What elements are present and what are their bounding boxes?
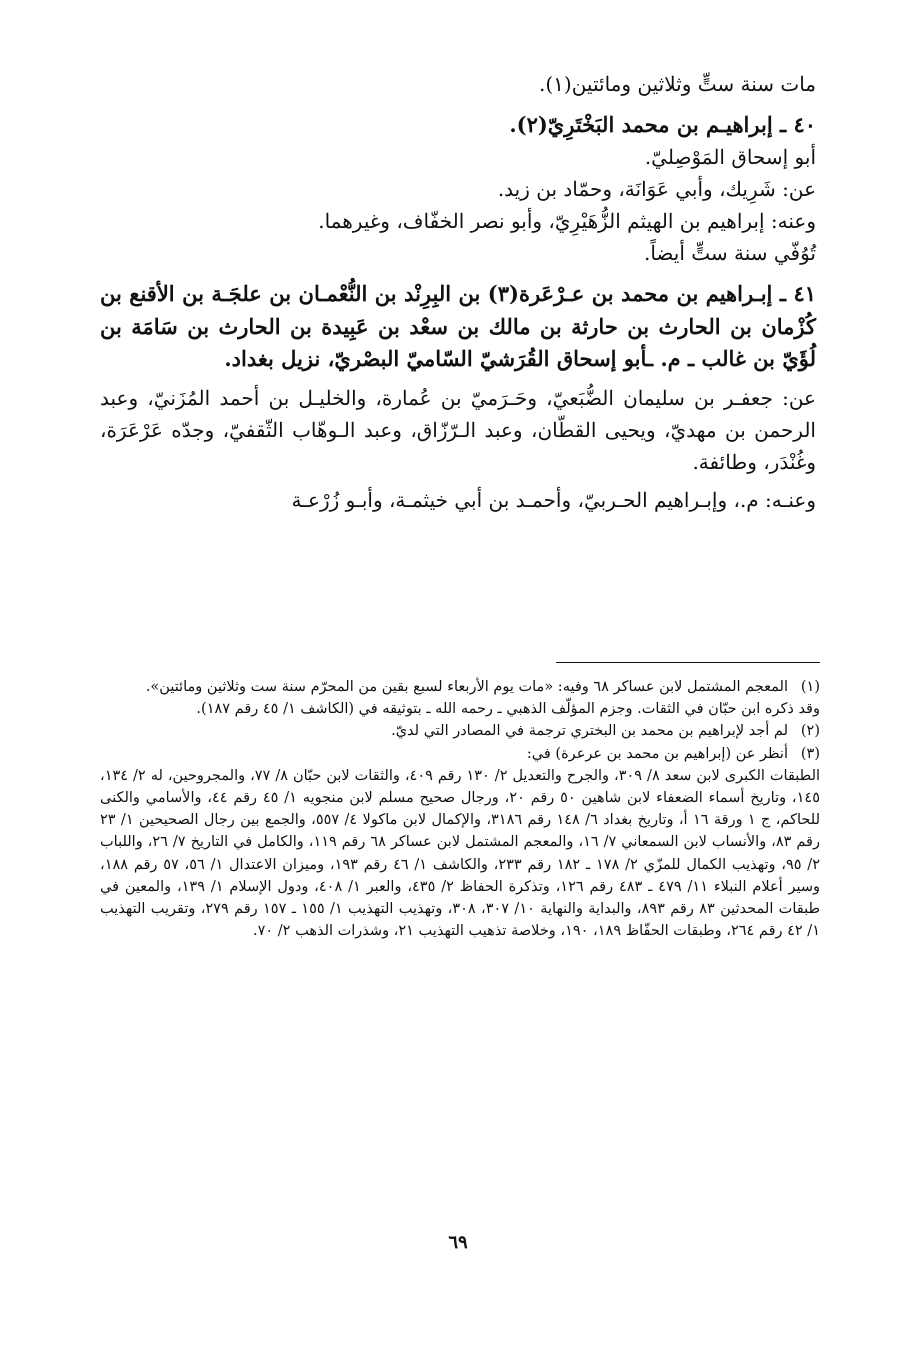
entry-41-students: وعنـه: م.، وإبـراهيم الحـربيّ، وأحمـد بن أبي خيثمـة، وأبـو زُرْعـة <box>291 487 816 512</box>
footnotes <box>100 676 820 942</box>
footnote-3-text: أنظر عن (إبراهيم بن محمد بن عرعرة) في: <box>526 745 788 762</box>
entry-40-death: تُوُفّي سنة ستٍّ أيضاً. <box>643 241 816 265</box>
entry-41-heading: ٤١ ـ إبـراهيم بن محمد بن عـرْعَرة(٣) بن البِرِنْد بن النُّعْمـان بن علجَـة بن الأقنع بن كُزْمان بن الحارث بن حارثة بن مالك بن سعْد بن عَبِيدة بن الحارث بن سَامَة بن لُؤَيّ بن غالب ـ م. ـأبو إسحاق القُرَشيّ السّاميّ البصْريّ، نزيل بغداد. <box>100 281 816 371</box>
footnote-divider <box>556 662 820 663</box>
footnote-2-text: لم أجد لإبراهيم بن محمد بن البختري ترجمة في المصادر التي لديّ. <box>391 723 788 740</box>
page-number: ٦٩ <box>448 1232 468 1253</box>
entry-40-teachers: عن: شَرِيك، وأبي عَوَانَة، وحمّاد بن زيد. <box>497 177 816 201</box>
footnote-1-text: المعجم المشتمل لابن عساكر ٦٨ وفيه: «مات يوم الأربعاء لسبع بقين من المحرّم سنة ست وثلاثين ومائتين». <box>145 679 788 695</box>
entry-40-students: وعنه: إبراهيم بن الهيثم الزُّهَيْرِيّ، وأبو نصر الخفّاف، وغيرهما. <box>318 209 816 233</box>
entry-41-teachers: عن: جعفـر بن سليمان الضُّبَعيّ، وحَـرَميّ بن عُمارة، والخليـل بن أحمد المُزَنيّ، وعبد الرحمن بن مهديّ، ويحيى القطّان، وعبد الـرّزّاق، وعبد الـوهّاب الثّقفيّ، وجدّه عَرْعَرَة، وغُنْدَر، وطائفة. <box>100 385 816 474</box>
footnote-2-number: (٢) <box>800 723 820 740</box>
footnote-2 <box>100 720 820 742</box>
footnote-3-sources: الطبقات الكبرى لابن سعد ٨/ ٣٠٩، والجرح والتعديل ٢/ ١٣٠ رقم ٤٠٩، والثقات لابن حبّان ٨/ ٧٧، والمجروحين، له ٢/ ١٣٤، ١٤٥، وتاريخ أسماء الضعفاء لابن شاهين ٥٠ رقم ٢٠، ورجال صحيح مسلم لابن منجويه ١/ ٤٥ رقم ٤٤، والأسامي والكنى للحاكم، ج ١ ورقة ١٦ أ، وتاريخ بغداد ٦/ ١٤٨ رقم ٣١٨٦، والإكمال لابن ماكولا ٤/ ٥٥٧، والجمع بين رجال الصحيحين ١/ ٢٣ رقم ٨٣، والأنساب لابن السمعاني ٧/ ١٦، والمعجم المشتمل لابن عساكر ٦٨ رقم ١١٩، والكامل في التاريخ ٧/ ٢٦، واللباب ٢/ ٩٥، وتهذيب الكمال للمزّي ٢/ ١٧٨ ـ ١٨٢ رقم ٢٣٣، والكاشف ١/ ٤٦ رقم ١٩٣، وميزان الاعتدال ١/ ٥٦، ٥٧ رقم ١٨٨، وسير أعلام النبلاء ١١/ ٤٧٩ ـ ٤٨٣ رقم ١٢٦، وتذكرة الحفاظ ٢/ ٤٣٥، والعبر ١/ ٤٠٨، ودول الإسلام ١/ ١٣٩، والمعين في طبقات المحدثين ٨٣ رقم ٨٩٣، والبداية والنهاية ١٠/ ٣٠٧، ٣٠٨، وتهذيب التهذيب ١/ ١٥٥ ـ ١٥٧ رقم ٢٧٩، وتقريب التهذيب ١/ ٤٢ رقم ٢٦٤، وطبقات الحفّاظ ١٨٩، ١٩٠، وخلاصة تذهيب التهذيب ٢١، وشذرات الذهب ٢/ ٧٠. <box>100 767 821 940</box>
footnote-3-number: (٣) <box>800 745 820 762</box>
death-line-prev-entry: مات سنة ستٍّ وثلاثين ومائتين(١). <box>538 72 816 96</box>
main-text <box>100 68 816 516</box>
footnote-1-continuation: وقد ذكره ابن حبّان في الثقات. وجزم المؤلّف الذهبي ـ رحمه الله ـ بتوثيقه في (الكاشف ١/ ٤٥ رقم ١٨٧). <box>196 701 820 718</box>
footnote-1 <box>100 676 820 698</box>
footnote-3 <box>100 743 820 765</box>
entry-40-kunya: أبو إسحاق المَوْصِليّ. <box>644 145 816 169</box>
entry-40-heading: ٤٠ ـ إبراهيـم بن محمد البَخْتَرِيّ(٢). <box>509 112 816 137</box>
footnote-1-number: (١) <box>800 679 820 695</box>
